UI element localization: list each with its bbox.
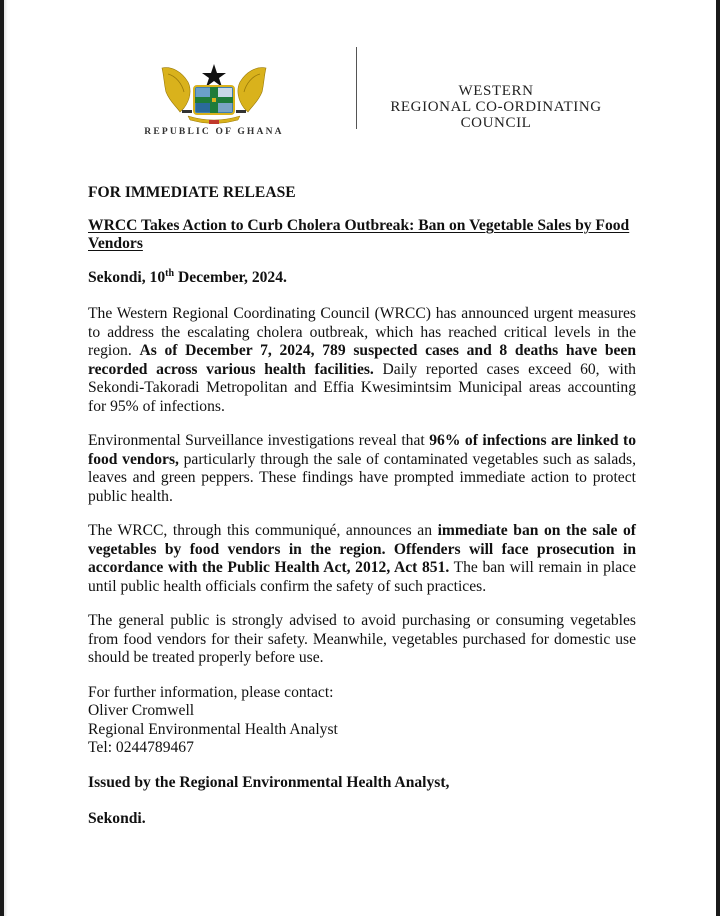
paragraph-surveillance-findings (88, 432, 636, 506)
council-name-line-3: COUNCIL (460, 115, 532, 131)
contact-block (88, 684, 636, 758)
council-name-line-2: REGIONAL CO-ORDINATING (390, 99, 602, 115)
contact-phone: Tel: 0244789467 (88, 739, 194, 756)
dateline (88, 269, 636, 288)
issued-place: Sekondi. (88, 810, 146, 827)
contact-title: Regional Environmental Health Analyst (88, 720, 338, 738)
republic-of-ghana-caption: REPUBLIC OF GHANA (144, 127, 284, 137)
dateline-date: December, 2024. (174, 268, 287, 286)
release-label: FOR IMMEDIATE RELEASE (88, 184, 296, 201)
para1-text-1: The Western Regional Coordinating Council (WRCC) has announced urgent measures to address the escalating cholera outbreak, which has reached critical levels in the region. (88, 305, 636, 359)
document-page (4, 0, 716, 916)
council-name (364, 83, 628, 131)
headline: WRCC Takes Action to Curb Cholera Outbreak: Ban on Vegetable Sales by Food Vendors (88, 216, 630, 252)
paragraph-public-advisory (88, 612, 636, 668)
para2-text-1: Environmental Surveillance investigations reveal that (88, 432, 430, 449)
para1-text-2: Daily reported cases exceed 60, with Sekondi-Takoradi Metropolitan and Effia Kwesimintsim Municipal areas accounting for 95% of infections. (88, 360, 636, 415)
contact-intro: For further information, please contact: (88, 683, 334, 701)
issued-by: Issued by the Regional Environmental Health Analyst, (88, 773, 450, 791)
council-name-line-1: WESTERN (458, 83, 534, 99)
contact-name: Oliver Cromwell (88, 702, 195, 719)
ghana-coat-of-arms-icon (154, 62, 274, 126)
press-release-body (88, 184, 636, 829)
dateline-place: Sekondi, 10 (88, 268, 166, 286)
header-divider (356, 47, 357, 129)
letterhead (4, 0, 716, 150)
para4-text: The general public is strongly advised to avoid purchasing or consuming vegetables from food vendors for their safety. Meanwhile, vegetables purchased for domestic use should be treated properly before use. (88, 612, 636, 666)
para2-text-2: particularly through the sale of contaminated vegetables such as salads, leaves and green peppers. These findings have prompted immediate action to protect public health. (88, 450, 636, 505)
para2-infection-link: 96% of infections are linked to food vendors, (88, 432, 636, 468)
paragraph-outbreak-status (88, 305, 636, 416)
dateline-ordinal: th (165, 267, 175, 279)
paragraph-ban-announcement (88, 522, 636, 596)
para3-text-1: The WRCC, through this communiqué, announces an (88, 522, 438, 539)
para1-case-figures: As of December 7, 2024, 789 suspected cases and 8 deaths have been recorded across various health facilities. (88, 342, 637, 378)
para3-text-2: The ban will remain in place until public health officials confirm the safety of such practices. (88, 559, 636, 595)
para3-ban-details: immediate ban on the sale of vegetables by food vendors in the region. Offenders will face prosecution in accordance with the Public Health Act, 2012, Act 851. (88, 522, 636, 576)
